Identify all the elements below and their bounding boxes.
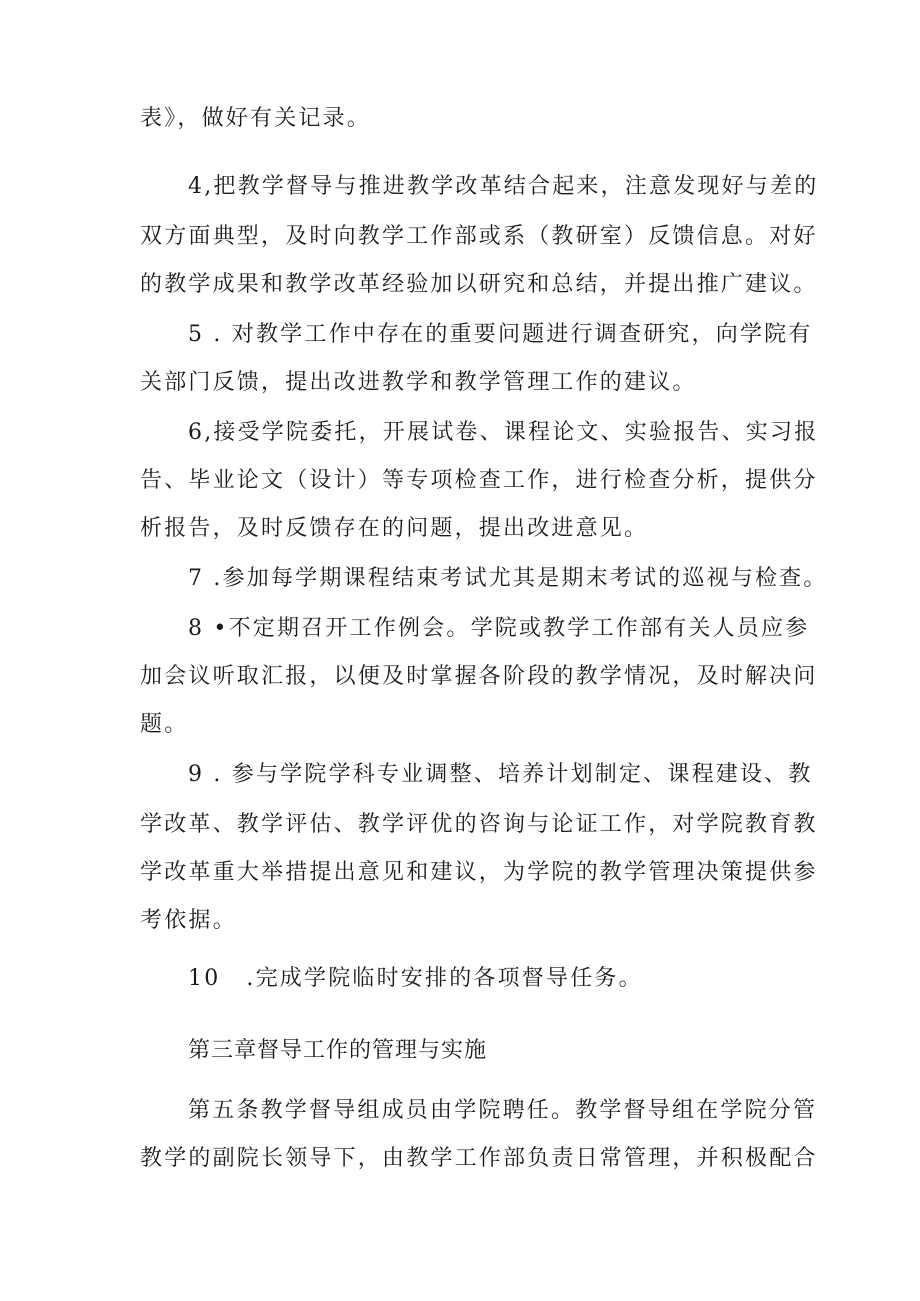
item-10-line — [188, 964, 643, 994]
item-9-line-4: 考依据。 — [140, 908, 237, 933]
item-9-line-2: 学改革、教学评估、教学评优的咨询与论证工作，对学院教育教 — [140, 812, 818, 837]
item-10-number: 10 — [188, 966, 221, 991]
item-6-line-2: 告、毕业论文（设计）等专项检查工作，进行检查分析，提供分 — [140, 468, 818, 493]
item-6-line-1: 6,接受学院委托，开展试卷、课程论文、实验报告、实习报 — [188, 420, 819, 445]
item-8-line-1: 8 •不定期召开工作例会。学院或教学工作部有关人员应参 — [188, 616, 810, 641]
item-9-line-3: 学改革重大举措提出意见和建议，为学院的教学管理决策提供参 — [140, 860, 818, 885]
continuation-line: 表》，做好有关记录。 — [140, 106, 372, 131]
item-4-line-1: 4,把教学督导与推进教学改革结合起来，注意发现好与差的 — [188, 174, 819, 199]
item-10-text: .完成学院临时安排的各项督导任务。 — [246, 966, 643, 991]
item-9-line-1: 9 . 参与学院学科专业调整、培养计划制定、课程建设、教 — [188, 762, 813, 787]
item-5-line-2: 关部门反馈，提出改进教学和教学管理工作的建议。 — [140, 370, 697, 395]
item-4-line-2: 双方面典型，及时向教学工作部或系（教研室）反馈信息。对好 — [140, 224, 818, 249]
item-6-line-3: 析报告，及时反馈存在的问题，提出改进意见。 — [140, 516, 649, 541]
chapter-heading: 第三章督导工作的管理与实施 — [188, 1038, 488, 1063]
article-5-line-1: 第五条教学督导组成员由学院聘任。教学督导组在学院分管 — [188, 1098, 818, 1123]
item-5-line-1: 5 . 对教学工作中存在的重要问题进行调查研究，向学院有 — [188, 322, 813, 347]
item-7-line-1: 7 .参加每学期课程结束考试尤其是期末考试的巡视与检查。 — [188, 566, 828, 591]
item-4-line-3: 的教学成果和教学改革经验加以研究和总结，并提出推广建议。 — [140, 272, 818, 297]
article-5-line-2: 教学的副院长领导下，由教学工作部负责日常管理，并积极配合 — [140, 1146, 818, 1171]
item-8-line-3: 题。 — [140, 712, 189, 737]
item-8-line-2: 加会议听取汇报，以便及时掌握各阶段的教学情况，及时解决问 — [140, 664, 818, 689]
